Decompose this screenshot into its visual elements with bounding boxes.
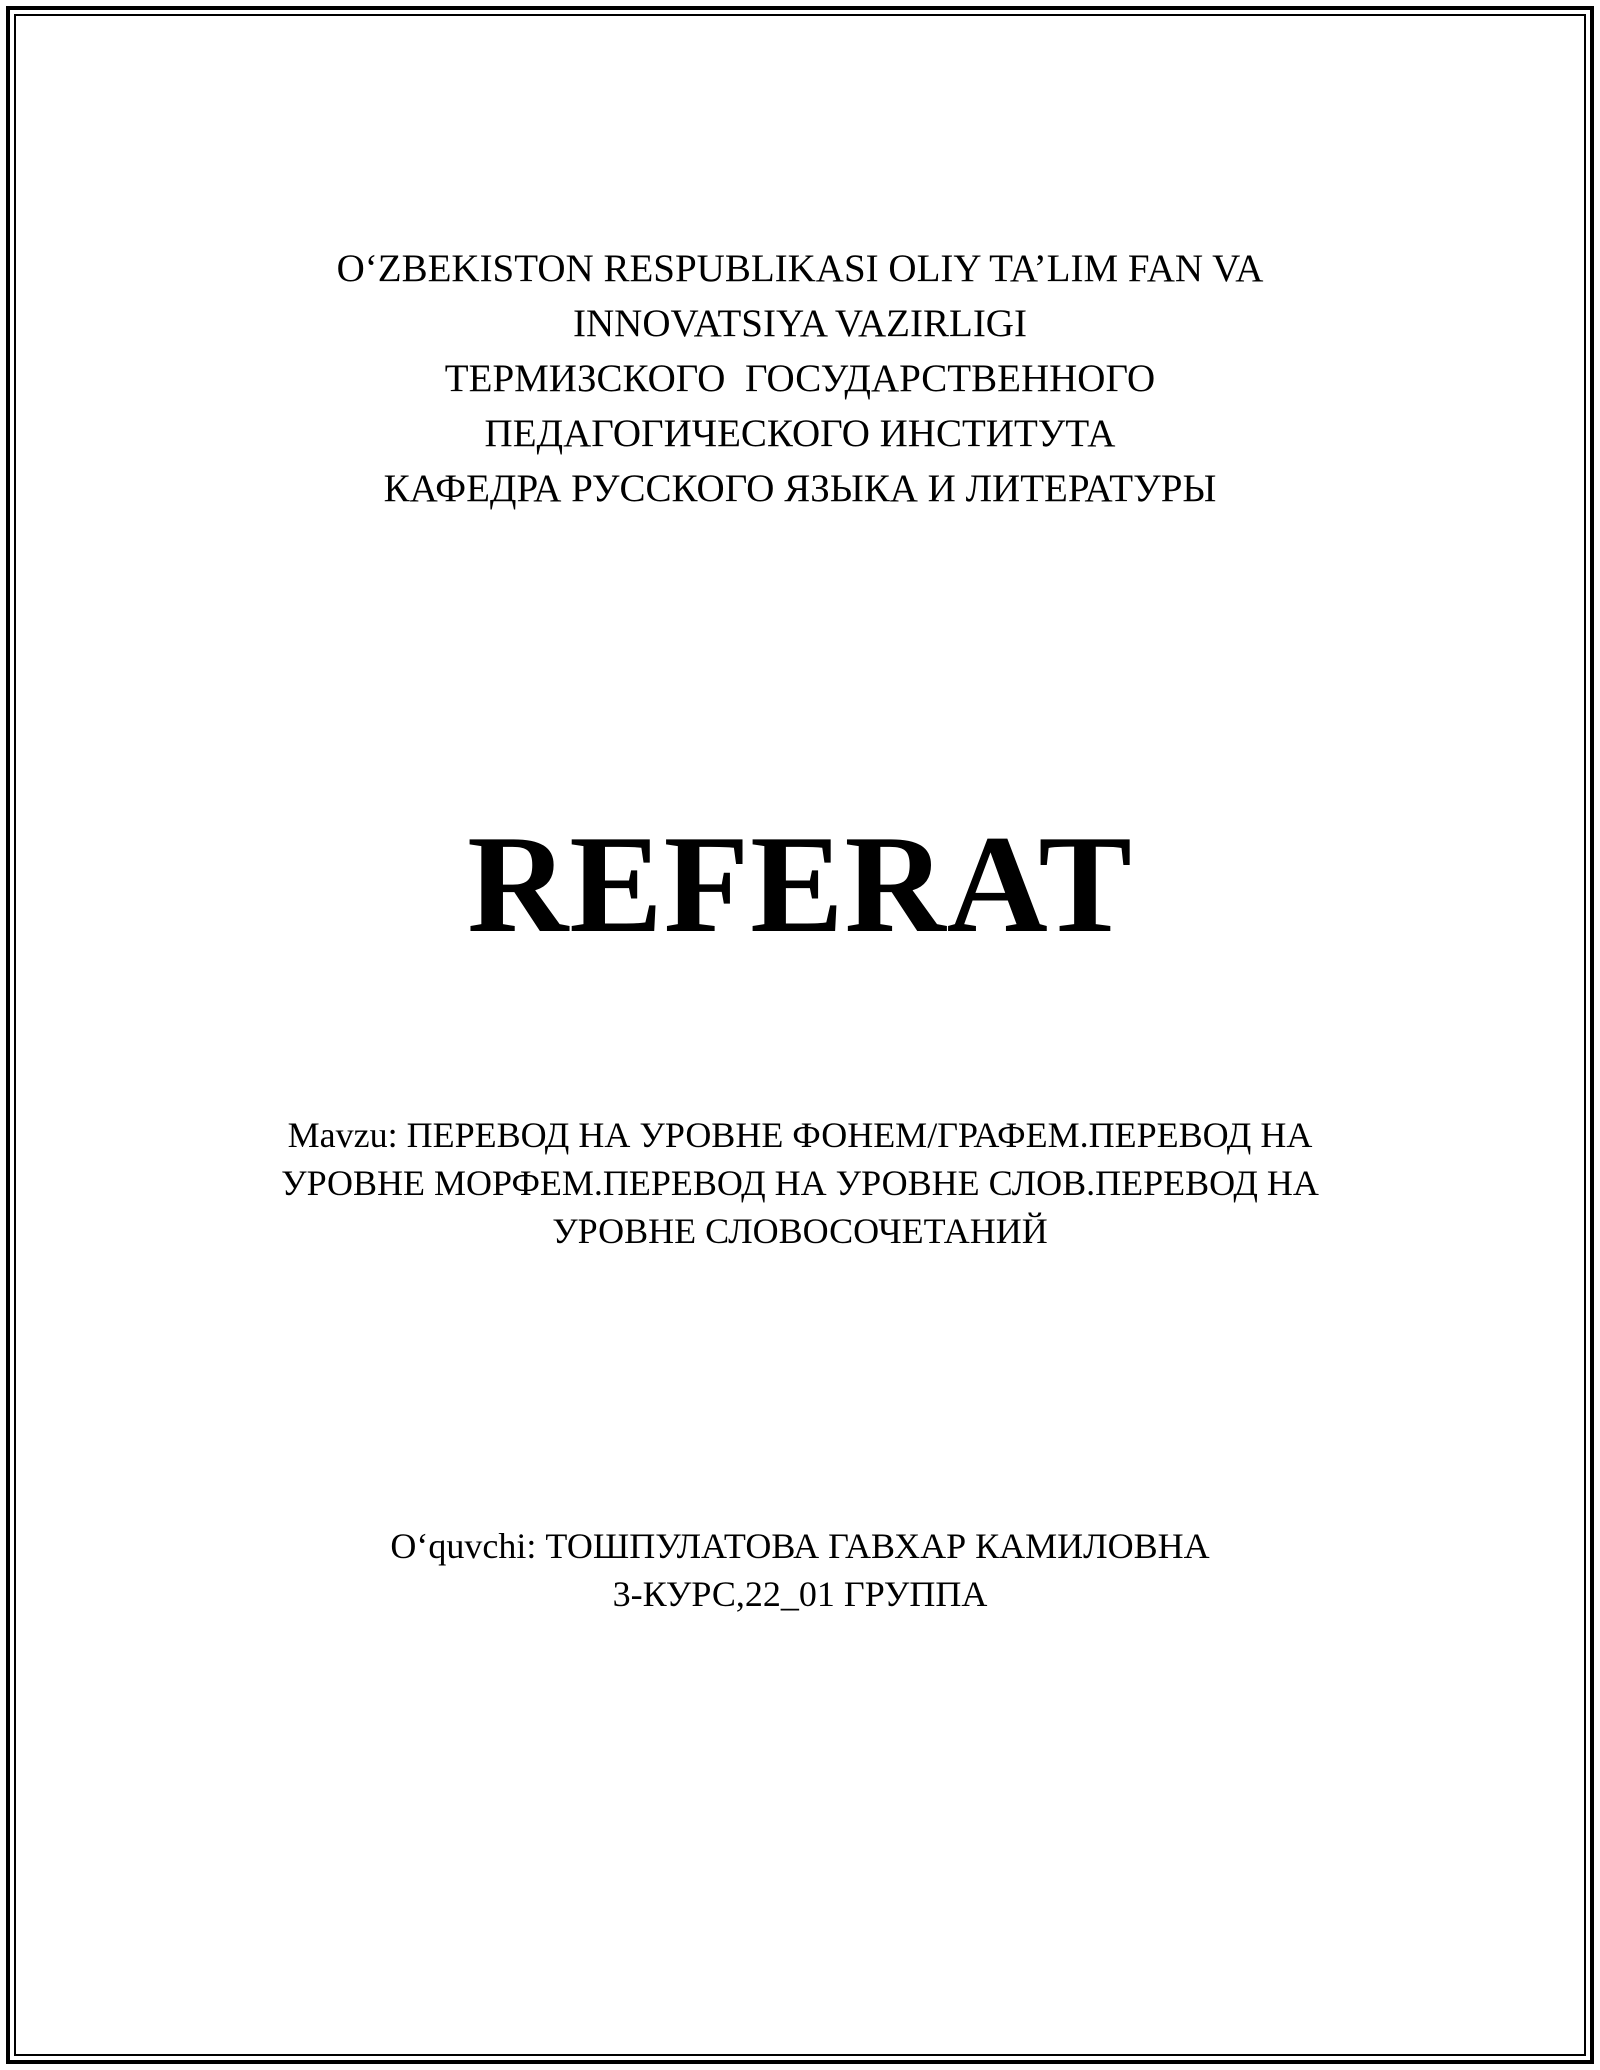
header-line: INNOVATSIYA VAZIRLIGI (573, 302, 1027, 345)
header-line: КАФЕДРА РУССКОГО ЯЗЫКА И ЛИТЕРАТУРЫ (383, 467, 1217, 510)
institution-header (0, 241, 1600, 516)
document-title: REFERAT (467, 807, 1133, 962)
topic-block (0, 1111, 1600, 1255)
topic-line: Mavzu: ПЕРЕВОД НА УРОВНЕ ФОНЕМ/ГРАФЕМ.ПЕРЕВОД НА (287, 1115, 1313, 1155)
header-line: O‘ZBEKISTON RESPUBLIKASI OLIY TA’LIM FAN VA (336, 247, 1264, 290)
student-group: 3-КУРС,22_01 ГРУППА (612, 1574, 988, 1614)
header-line: ТЕРМИЗСКОГО ГОСУДАРСТВЕННОГО (444, 357, 1156, 400)
student-block (0, 1522, 1600, 1618)
topic-line: УРОВНЕ СЛОВОСОЧЕТАНИЙ (552, 1211, 1048, 1251)
student-name: O‘quvchi: ТОШПУЛАТОВА ГАВХАР КАМИЛОВНА (390, 1526, 1210, 1566)
topic-line: УРОВНЕ МОРФЕМ.ПЕРЕВОД НА УРОВНЕ СЛОВ.ПЕРЕВОД НА (281, 1163, 1319, 1203)
header-line: ПЕДАГОГИЧЕСКОГО ИНСТИТУТА (484, 412, 1116, 455)
